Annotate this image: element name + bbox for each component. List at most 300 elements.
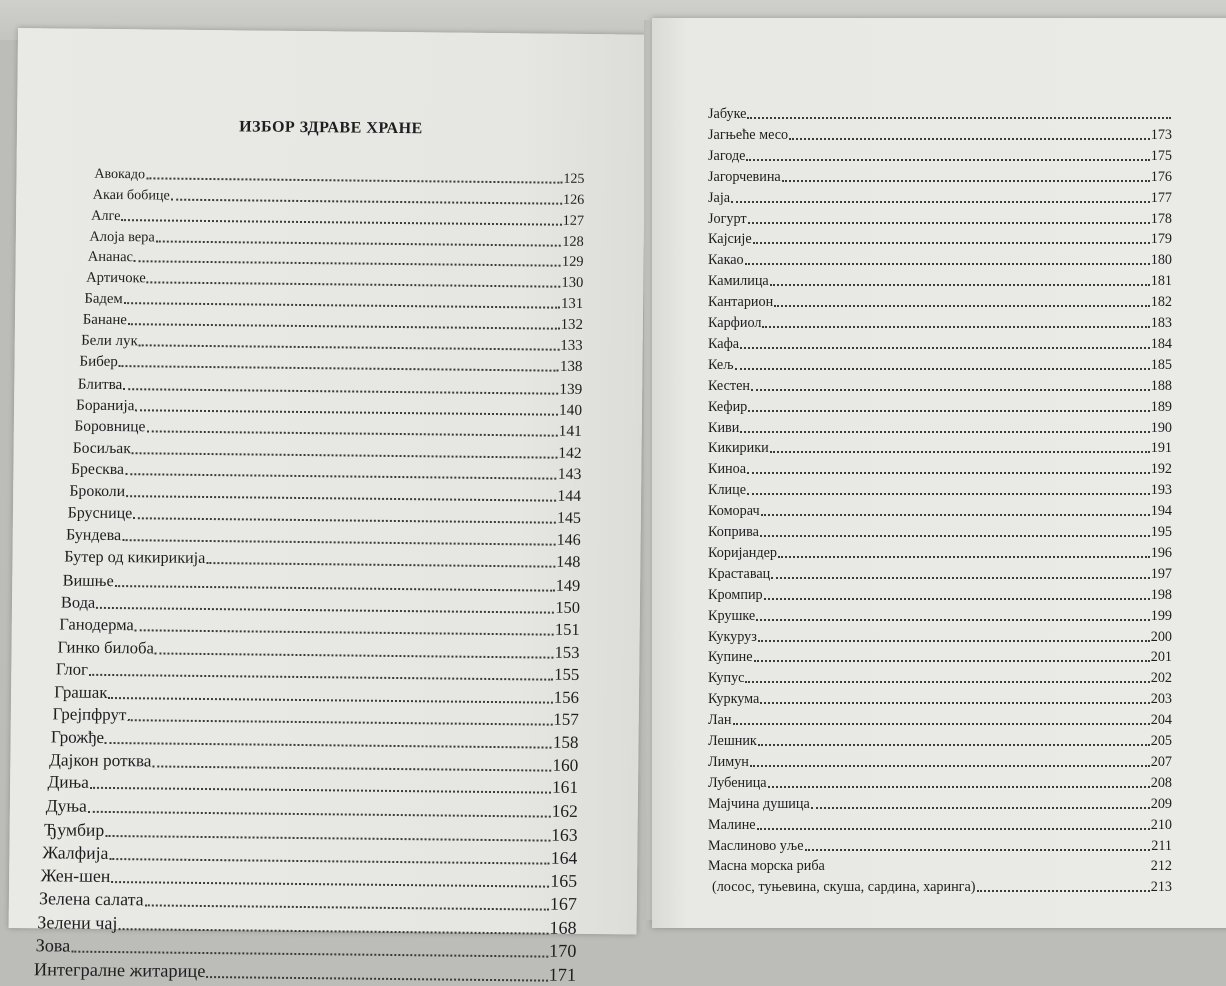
toc-entry-page: 211 [1151,837,1172,854]
toc-entry-page: 181 [1150,273,1172,290]
toc-entry-page: 204 [1150,712,1172,729]
dot-leader [762,326,1149,328]
toc-entry [41,865,578,892]
toc-entry-page: 180 [1150,252,1172,269]
toc-entry-page: 195 [1150,524,1172,540]
toc-entry-label: Вишње [62,570,114,590]
toc-entry [63,570,581,595]
toc-entry-label: Бресква [70,460,125,479]
toc-entry-page: 176 [1150,168,1172,185]
toc-entry-label: Коприва [708,524,759,540]
toc-entry-page: 151 [554,619,580,640]
toc-entry-page: 130 [561,274,584,292]
dot-leader [105,834,550,841]
toc-entry-page: 141 [558,422,582,441]
toc-entry-label: Зелени чај [37,911,118,933]
toc-entry [708,566,1172,583]
toc-entry [708,148,1172,165]
toc-entry [91,208,584,230]
toc-entry [81,333,583,355]
toc-entry-label: Малине [708,816,756,833]
dot-leader [135,409,558,415]
dot-leader [128,323,560,330]
toc-entry-label: Зова [35,935,71,956]
toc-entry [34,959,576,986]
toc-entry-page: 192 [1150,461,1172,478]
toc-entry-label: Блитва [77,375,123,393]
dot-leader [139,344,560,350]
toc-entry-label: Јаја [708,189,731,206]
toc-entry-label: Киноа [708,461,747,478]
dot-leader [760,535,1150,537]
toc-entry-page: 203 [1150,691,1172,708]
toc-entry [78,375,583,398]
toc-entry-label: Кафа [708,335,740,352]
dot-leader [811,807,1150,809]
toc-entry [708,796,1172,813]
toc-entry-label: Купус [708,670,745,687]
toc-entry-label: Кефир [708,398,748,415]
dot-leader [789,138,1150,140]
toc-entry-page: 140 [558,401,583,419]
toc-entry [708,273,1172,290]
toc-entry [64,548,580,571]
toc-entry [708,712,1172,729]
dot-leader [758,744,1150,746]
toc-entry-page: 201 [1150,649,1172,666]
toc-entry-page: 143 [557,466,582,484]
toc-entry-page: 138 [559,358,583,376]
dot-leader [126,495,556,502]
toc-entry-label: (лосос, туњевина, скуша, сардина, харинга) [712,879,976,896]
toc-entry-page: 183 [1150,315,1172,331]
toc-entry-label: Краставац [708,565,771,582]
dot-leader [119,365,559,372]
toc-entry-label: Бадем [84,290,123,308]
toc-entry-label: Ђумбир [44,818,105,840]
dot-leader [782,180,1150,182]
dot-leader [748,222,1150,224]
toc-entry [708,838,1172,855]
dot-leader [733,723,1150,725]
toc-entry [36,935,577,962]
toc-entry-page: 202 [1150,670,1172,687]
page-heading: ИЗБОР ЗДРАВЕ ХРАНЕ [239,118,423,138]
toc-entry [712,879,1172,896]
dot-leader [152,765,551,771]
toc-entry-page: 179 [1150,231,1172,248]
toc-entry [708,357,1172,374]
toc-entry [61,592,580,617]
toc-entry [56,659,580,684]
toc-entry-page: 177 [1150,189,1172,206]
toc-entry-page: 133 [560,337,583,355]
dot-leader [774,305,1150,307]
toc-entry-page: 156 [553,687,580,707]
toc-entry [66,526,581,549]
toc-entry-label: Грејпфрут [52,704,127,725]
toc-entry [708,336,1172,353]
dot-leader [731,201,1150,203]
toc-entry [708,503,1172,520]
toc-entry-label: Дуња [45,795,87,817]
dot-leader [764,598,1150,600]
dot-leader [761,514,1150,516]
dot-leader [156,240,562,246]
toc-entry-page: 175 [1150,147,1172,164]
toc-entry-label: Боранија [76,396,135,415]
dot-leader [770,451,1150,453]
toc-entry-label: Лимун [708,753,749,770]
toc-entry [39,888,577,915]
toc-entry-page: 213 [1150,879,1172,896]
toc-entry-label: Кикирики [708,440,769,457]
dot-leader [125,474,557,481]
toc-entry-page: 157 [553,709,579,730]
dot-leader [132,452,557,458]
toc-entry-page: 125 [563,171,585,187]
toc-entry [708,190,1172,207]
dot-leader [748,410,1149,412]
dot-leader [111,881,549,888]
toc-entry-page: 188 [1150,377,1172,394]
toc-entry-page: 189 [1150,398,1172,415]
dot-leader [122,539,555,546]
toc-entry [83,312,583,334]
toc-entry [708,378,1172,395]
toc-entry-label: Вода [60,592,96,612]
toc-entry-label: Авокадо [94,166,146,183]
toc-entry-page: 132 [560,316,584,333]
dot-leader [751,389,1150,391]
toc-entry-page: 212 [1150,858,1172,875]
toc-entry-label: Глог [55,659,89,679]
toc-entry-label: Жен-шен [40,865,111,886]
toc-entry-page: 207 [1150,753,1172,770]
toc-entry [708,106,1172,123]
toc-entry-label: Јабуке [708,106,747,122]
dot-leader [740,347,1150,349]
dot-leader [155,652,554,658]
toc-entry-page: 185 [1150,356,1172,373]
dot-leader [747,493,1150,495]
toc-entry-label: Мајчина душица [708,795,810,812]
toc-entry-label: Грашак [54,681,108,702]
toc-entry [708,127,1172,144]
toc-entry-page: 129 [561,254,584,271]
toc-entry [59,615,580,640]
dot-leader [105,742,552,749]
toc-entry [708,399,1172,416]
dot-leader [757,828,1150,830]
toc-entry [89,228,584,250]
toc-entry-page: 155 [554,664,580,684]
dot-leader [747,117,1171,119]
toc-entry-label: Киви [708,419,740,436]
dot-leader [96,607,554,614]
toc-entry [47,773,578,799]
toc-entry [708,231,1172,248]
dot-leader [768,786,1150,788]
dot-leader [124,302,560,309]
toc-entry-label: Јагоде [708,147,746,164]
toc-entry [708,670,1172,687]
dot-leader [71,951,548,958]
toc-entry-label: Какао [708,252,744,269]
dot-leader [118,928,548,935]
toc-entry-page: 165 [550,870,578,891]
dot-leader [735,368,1150,370]
dot-leader [805,849,1151,851]
toc-entry-label: Бибер [79,353,118,371]
toc-entry [93,187,585,209]
dot-leader [753,242,1150,244]
toc-entry-page: 198 [1150,586,1172,603]
dot-leader [123,388,558,395]
toc-entry-label: Кељ [708,356,734,373]
toc-entry [708,252,1172,269]
dot-leader [747,472,1150,474]
toc-entry-page: 200 [1150,628,1172,645]
dot-leader [745,681,1149,683]
toc-entry-label: Крушке [708,607,756,624]
toc-entry-label: Артичоке [86,269,146,287]
toc-entry-label: Босиљак [72,439,131,458]
dot-leader [146,431,557,437]
toc-entry [708,629,1172,646]
toc-entry [708,587,1172,604]
dot-leader [756,619,1149,621]
toc-entry-label: Кромпир [708,586,763,603]
toc-entry-page: 178 [1150,210,1172,227]
toc-entry-page: 148 [556,553,581,571]
toc-entry [52,705,578,731]
toc-entry [71,461,581,484]
toc-entry-label: Куркума [708,691,760,708]
dot-leader [88,811,551,818]
dot-leader [760,702,1149,704]
dot-leader [977,890,1150,892]
toc-entry-page: 168 [549,917,577,938]
toc-entry-page: 161 [551,778,579,798]
toc-entry-label: Клице [708,482,747,499]
toc-entry-label: Карфиол [708,315,762,331]
toc-entry-label: Бели лук [81,332,138,350]
toc-entry-page: 149 [555,575,581,595]
toc-entry-page: 126 [562,192,585,209]
toc-entry-page: 153 [554,642,580,662]
dot-leader [740,431,1149,433]
dot-leader [746,159,1149,161]
toc-entry-label: Бундева [65,526,122,544]
toc-entry-page: 196 [1150,544,1172,561]
dot-leader [758,640,1150,642]
toc-entry [86,270,583,292]
dot-leader [206,562,555,568]
toc-entry-page: 205 [1150,733,1172,749]
toc-entry-label: Диња [47,772,89,793]
toc-entry-page: 145 [556,509,581,527]
toc-entry-label: Интегралне житарице [33,958,206,981]
toc-entry-page: 170 [548,940,577,962]
toc-entry-page: 131 [560,295,584,312]
toc-entry-label: Грожђе [50,727,105,747]
dot-leader [754,660,1150,662]
toc-entry-page: 142 [558,444,582,462]
toc-entry-label: Коморач [708,503,760,520]
toc-entry [708,817,1172,834]
toc-entry-label: Акаи бобице [92,187,170,205]
toc-entry [68,504,581,527]
toc-entry-label: Лубеница [708,774,767,791]
toc-entry [49,750,578,776]
toc-entry-page: 128 [562,233,584,250]
toc-entry [94,167,584,188]
toc-entry-page: 164 [550,847,578,868]
toc-entry [73,439,582,462]
toc-entry-label: Лешник [708,733,757,749]
dot-leader [108,696,552,703]
dot-leader [771,577,1149,579]
toc-entry-page: 173 [1150,126,1172,143]
dot-leader [89,674,553,681]
toc-entry-page: 158 [552,732,579,752]
toc-entry-label: Ганодерма [59,614,134,635]
toc-entry [51,727,579,753]
toc-entry [79,354,582,376]
toc-entry-label: Купине [708,649,753,666]
toc-entry [44,819,578,846]
toc-entry [46,796,578,823]
dot-leader [121,219,561,226]
toc-entry-page: 127 [562,212,585,229]
dot-leader [133,517,556,523]
toc-entry [42,842,577,869]
toc-entry-label: Коријандер [708,544,777,561]
right-page [652,18,1226,928]
toc-entry-page: 210 [1150,816,1172,833]
toc-entry-page: 197 [1150,565,1172,582]
toc-entry-page: 191 [1150,440,1172,457]
toc-entry [708,524,1172,541]
toc-entry-label: Јагорчевина [708,168,781,185]
toc-entry [37,912,577,939]
toc-entry-page: 160 [552,755,579,775]
toc-entry-label: Броколи [69,482,126,501]
dot-leader [750,765,1150,767]
toc-entry [708,754,1172,771]
toc-entry [58,637,580,662]
toc-entry [708,545,1172,562]
left-page [9,28,646,985]
toc-entry-label: Кајсије [708,231,752,248]
toc-entry [708,775,1172,792]
toc-entry [708,420,1172,437]
toc-entry [88,249,584,271]
toc-entry-label: Жалфија [42,841,109,863]
toc-entry-label: Маслиново уље [708,837,804,854]
toc-entry-label: Дајкон ротква [49,749,152,771]
toc-entry-label: Гинко билоба [57,637,154,658]
toc-entry [74,418,582,441]
toc-entry-label: Бруснице [67,504,133,523]
toc-entry [708,691,1172,708]
toc-entry [76,396,582,419]
toc-entry-page: 139 [559,380,583,398]
toc-entry-page: 150 [555,597,581,617]
dot-leader [206,976,547,982]
toc-entry-page: 163 [551,824,578,845]
toc-entry [708,169,1172,186]
toc-entry-label: Алоја вера [89,228,155,246]
toc-entry-label: Кантарион [708,294,774,311]
toc-entry-page: 209 [1150,795,1172,812]
toc-entry-label: Лан [708,712,732,729]
dot-leader [745,263,1150,265]
toc-entry-page: 171 [548,964,577,985]
dot-leader [135,629,554,635]
toc-entry-page: 199 [1150,607,1172,624]
toc-entry-page: 184 [1150,335,1172,352]
toc-entry [54,682,579,707]
toc-entry [84,291,583,313]
dot-leader [171,199,562,205]
toc-entry [708,315,1172,332]
toc-entry-label: Јогурт [708,210,747,227]
toc-entry-label: Боровнице [74,417,146,436]
toc-entry-page: 193 [1150,482,1172,499]
toc-entry [69,483,581,506]
toc-entry [708,649,1172,666]
toc-entry-page: 146 [556,531,581,549]
dot-leader [146,177,562,183]
dot-leader [134,261,561,267]
toc-entry-label: Алге [91,207,121,225]
toc-entry [708,733,1172,750]
toc-entry-page: 162 [551,801,578,822]
dot-leader [127,719,552,725]
toc-entry-page: 144 [557,487,582,506]
toc-entry-page: 190 [1150,419,1172,436]
toc-entry-page: 208 [1150,774,1172,791]
toc-entry [708,294,1172,311]
toc-entry-page: 167 [549,893,577,915]
toc-entry [708,211,1172,228]
dot-leader [147,281,561,287]
toc-entry-page: 194 [1150,503,1172,520]
dot-leader [145,905,549,911]
dot-leader [109,858,549,865]
toc-entry [708,440,1172,457]
dot-leader [778,556,1150,558]
toc-entry [708,858,1172,875]
toc-entry-label: Камилица [708,273,769,290]
dot-leader [115,585,555,592]
dot-leader [770,284,1150,286]
toc-entry [708,608,1172,625]
dot-leader [90,787,551,794]
toc-entry-label: Кукуруз [708,628,757,645]
toc-entry-label: Зелена салата [38,888,144,910]
toc-entry-label: Банане [82,311,128,329]
toc-entry-label: Ананас [87,249,134,266]
toc-entry-label: Бутер од кикирикија [64,548,206,567]
toc-entry [708,461,1172,478]
toc-entry-label: Масна морска риба [708,858,825,875]
toc-entry [708,482,1172,499]
toc-entry-page: 182 [1150,294,1172,311]
toc-entry-label: Јагњеће месо [708,126,789,143]
